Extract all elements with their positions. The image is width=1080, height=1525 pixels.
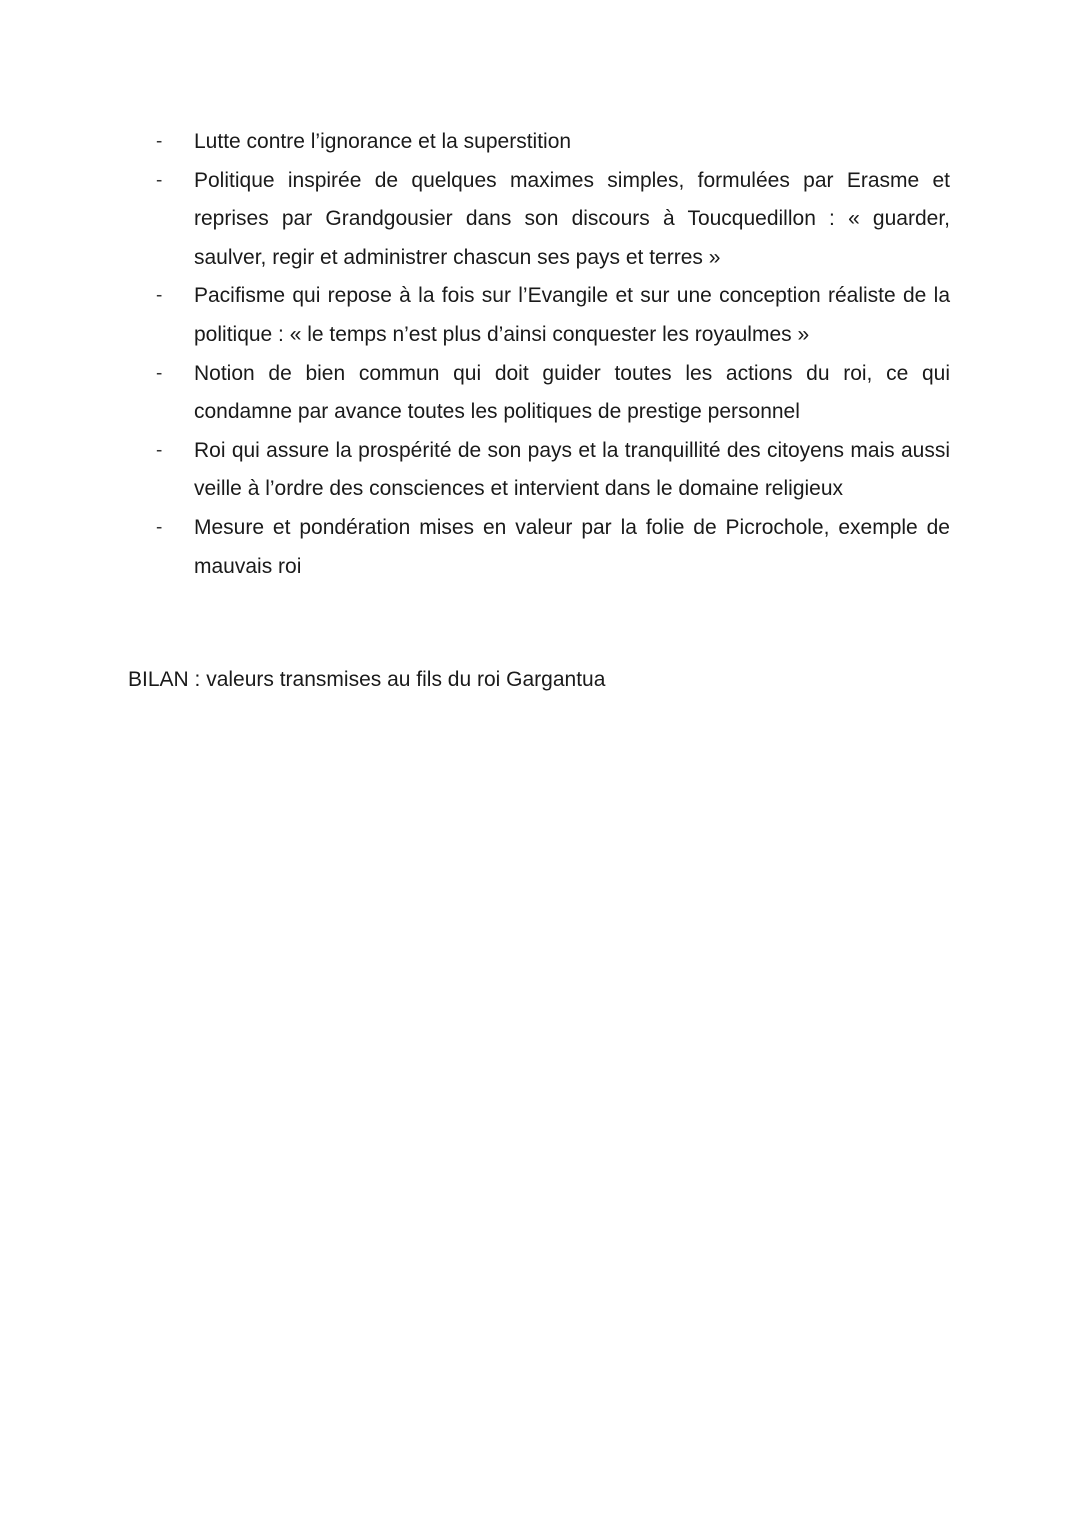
dash-bullet-icon: - xyxy=(156,516,163,538)
list-item-text: Roi qui assure la prospérité de son pays et la tranquillité des citoyens mais aussi veille à l’ordre des consciences et intervient dans le domaine religieux xyxy=(194,438,950,501)
list-item xyxy=(150,355,950,432)
list-item-text: Politique inspirée de quelques maximes simples, formulées par Erasme et reprises par Grandgousier dans son discours à Toucquedillon : « guarder, saulver, regir et administrer chascun ses pays et terres » xyxy=(194,168,950,269)
list-item-text: Notion de bien commun qui doit guider toutes les actions du roi, ce qui condamne par avance toutes les politiques de prestige personnel xyxy=(194,361,950,424)
dash-bullet-icon: - xyxy=(156,285,163,307)
list-item-text: Mesure et pondération mises en valeur par la folie de Picrochole, exemple de mauvais roi xyxy=(194,515,950,578)
list-item-text: Lutte contre l’ignorance et la superstition xyxy=(194,130,572,153)
list-item xyxy=(150,162,950,278)
list-item xyxy=(150,277,950,354)
list-item xyxy=(150,432,950,509)
list-item-text: Pacifisme qui repose à la fois sur l’Evangile et sur une conception réaliste de la politique : « le temps n’est plus d’ainsi conquester les royaulmes » xyxy=(194,284,950,346)
bullet-list xyxy=(150,123,950,586)
dash-bullet-icon: - xyxy=(156,362,163,384)
dash-bullet-icon: - xyxy=(156,439,163,461)
list-item xyxy=(150,509,950,586)
list-item xyxy=(150,123,950,162)
dash-bullet-icon: - xyxy=(156,131,163,152)
conclusion-line: BILAN : valeurs transmises au fils du roi Gargantua xyxy=(128,668,606,691)
dash-bullet-icon: - xyxy=(156,169,163,191)
